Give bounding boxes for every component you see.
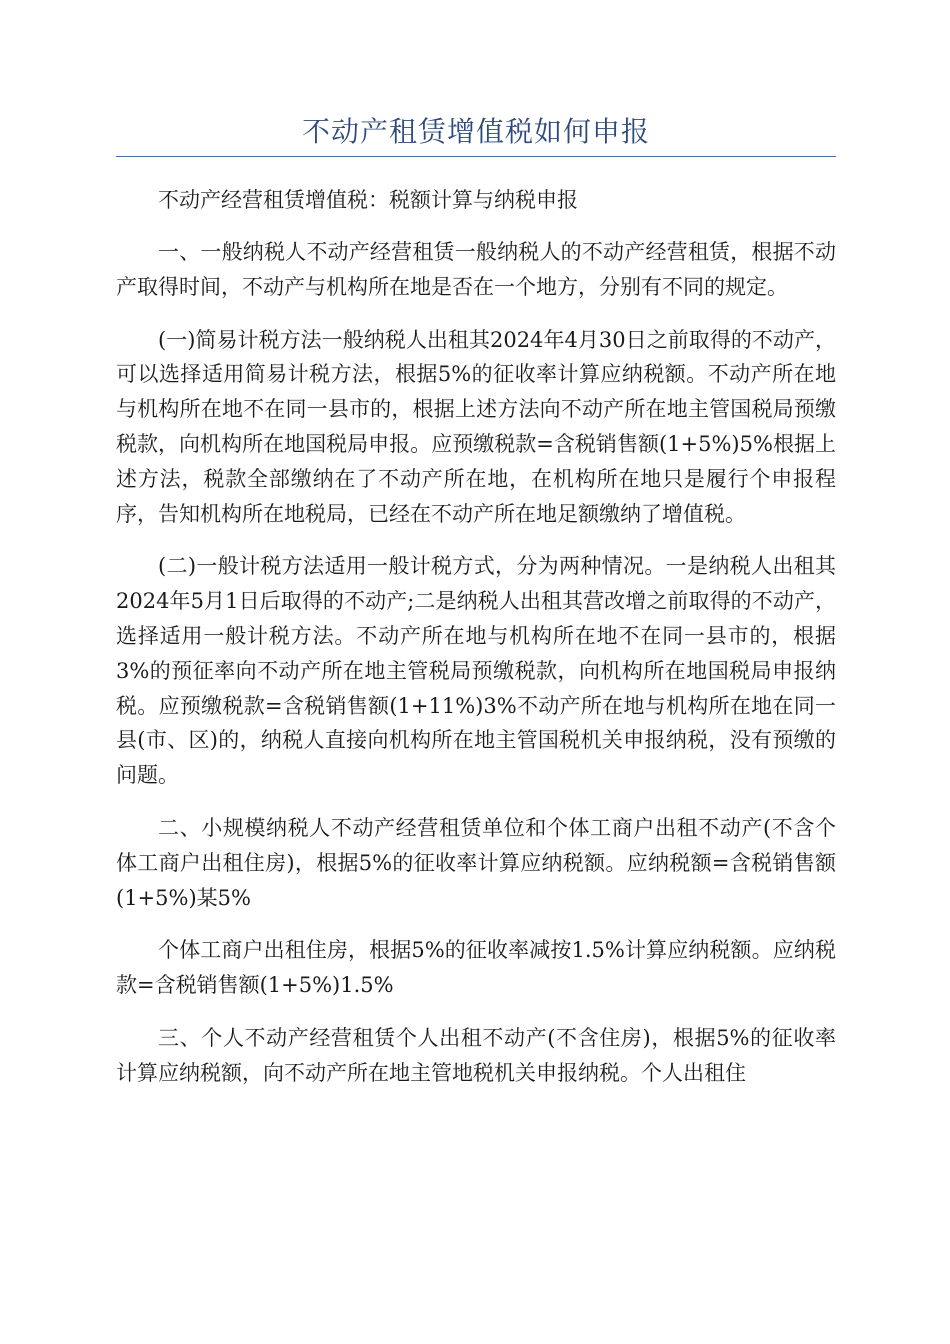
document-page [116,0,836,1091]
paragraph-5: 个体工商户出租住房，根据5%的征收率减按1.5%计算应纳税额。应纳税款=含税销售额(1+5%)1.5% [116,938,836,998]
title-underline [116,156,836,157]
document-title: 不动产租赁增值税如何申报 [301,115,650,148]
paragraph-2: (一)简易计税方法一般纳税人出租其2024年4月30日之前取得的不动产，可以选择适用简易计税方法，根据5%的征收率计算应纳税额。不动产所在地与机构所在地不在同一县市的，根据上述方法向不动产所在地主管国税局预缴税款，向机构所在地国税局申报。应预缴税款=含税销售额(1+5%)5%根据上述方法，税款全部缴纳在了不动产所在地，在机构所在地只是履行个申报程序，告知机构所在地税局，已经在不动产所在地足额缴纳了增值税。 [116,327,836,526]
document-subtitle: 不动产经营租赁增值税：税额计算与纳税申报 [158,188,578,212]
paragraph-6: 三、个人不动产经营租赁个人出租不动产(不含住房)，根据5%的征收率计算应纳税额，向不动产所在地主管地税机关申报纳税。个人出租住 [116,1025,836,1085]
paragraph-3: (二)一般计税方法适用一般计税方式，分为两种情况。一是纳税人出租其2024年5月1日后取得的不动产;二是纳税人出租其营改增之前取得的不动产，选择适用一般计税方法。不动产所在地与机构所在地不在同一县市的，根据3%的预征率向不动产所在地主管税局预缴税款，向机构所在地国税局申报纳税。应预缴税款=含税销售额(1+11%)3%不动产所在地与机构所在地在同一县(市、区)的，纳税人直接向机构所在地主管国税机关申报纳税，没有预缴的问题。 [116,554,836,788]
paragraph-1: 一、一般纳税人不动产经营租赁一般纳税人的不动产经营租赁，根据不动产取得时间，不动产与机构所在地是否在一个地方，分别有不同的规定。 [116,240,836,299]
paragraph-4: 二、小规模纳税人不动产经营租赁单位和个体工商户出租不动产(不含个体工商户出租住房)，根据5%的征收率计算应纳税额。应纳税额=含税销售额(1+5%)某5% [116,815,836,910]
